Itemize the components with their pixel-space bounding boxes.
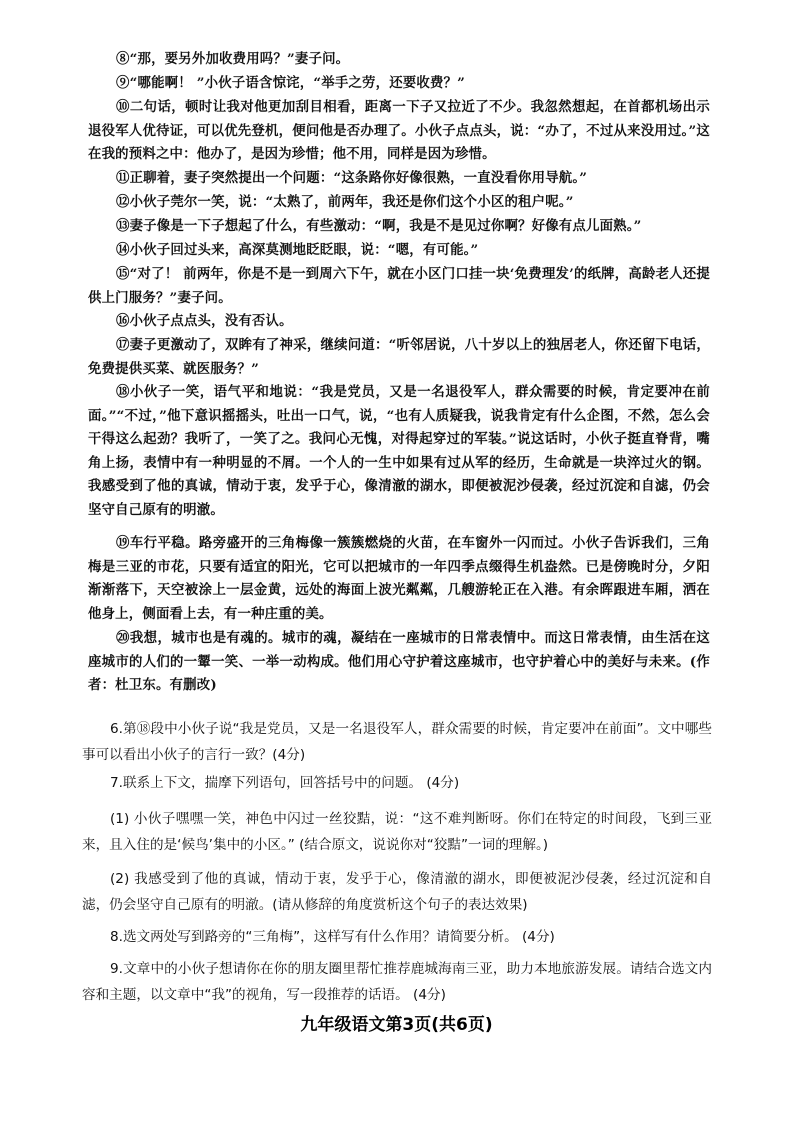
question-6: 6.第⑱段中小伙子说“我是党员，又是一名退役军人，群众需要的时候，肯定要冲在前面”。文中哪些事可以看出小伙子的言行一致？(4分) <box>82 721 712 763</box>
question-7: 7.联系上下文，揣摩下列语句，回答括号中的问题。 (4分) <box>110 775 460 791</box>
paragraph-15: ⑮“对了！ 前两年，你是不是一到周六下午，就在小区门口挂一块‘免费理发’的纸牌，高龄老人还提供上门服务？”妻子问。 <box>88 266 710 306</box>
paragraph-19: ⑲车行平稳。路旁盛开的三角梅像一簇簇燃烧的火苗，在车窗外一闪而过。小伙子告诉我们，三角梅是三亚的市花，只要有适宜的阳光，它可以把城市的一年四季点缀得生机盎然。已是傍晚时分，夕阳渐渐落下，天空被涂上一层金黄，远处的海面上波光粼粼，几艘游轮正在入港。有余晖跟进车厢，洒在他身上，侧面看上去，有一种庄重的美。 <box>88 535 710 622</box>
paragraph-16: ⑯小伙子点点头，没有否认。 <box>116 313 293 329</box>
question-7-part-2: (2) 我感受到了他的真诚，情动于衷，发乎于心，像清澈的湖水，即便被泥沙侵袭，经过沉淀和自滤，仍会坚守自己原有的明澈。(请从修辞的角度赏析这个句子的表达效果) <box>82 871 712 913</box>
paragraph-10: ⑩二句话，顿时让我对他更加刮目相看，距离一下子又拉近了不少。我忽然想起，在首都机场出示退役军人优待证，可以优先登机，便问他是否办理了。小伙子点点头，说：“办了，不过从来没用过。”这在我的预料之中：他办了，是因为珍惜；他不用，同样是因为珍惜。 <box>88 99 710 163</box>
paragraph-9: ⑨“哪能啊！ ”小伙子语含惊诧，“举手之劳，还要收费？” <box>116 75 466 91</box>
paragraph-20: ⑳我想，城市也是有魂的。城市的魂，凝结在一座城市的日常表情中。而这日常表情，由生活在这座城市的人们的一颦一笑、一举一动构成。他们用心守护着这座城市，也守护着心中的美好与未来。(作者：杜卫东。有删改) <box>88 630 710 694</box>
paragraph-12: ⑫小伙子莞尔一笑，说：“太熟了，前两年，我还是你们这个小区的租户呢。” <box>116 194 574 210</box>
paragraph-17: ⑰妻子更激动了，双眸有了神采，继续问道：“听邻居说，八十岁以上的独居老人，你还留下电话，免费提供买菜、就医服务？” <box>88 337 710 377</box>
paragraph-8: ⑧“那，要另外加收费用吗？”妻子问。 <box>116 51 350 67</box>
page-footer: 九年级语文第3页(共6页) <box>300 1015 493 1035</box>
paragraph-11: ⑪正聊着，妻子突然提出一个问题：“这条路你好像很熟，一直没看你用导航。” <box>116 170 588 186</box>
question-7-part-1: (1) 小伙子嘿嘿一笑，神色中闪过一丝狡黠，说：“这不难判断呀。你们在特定的时间段，飞到三亚来，且入住的是‘候鸟’集中的小区。” (结合原文，说说你对“狡黠”一词的理解。) <box>82 811 712 853</box>
paragraph-13: ⑬妻子像是一下子想起了什么，有些激动：“啊，我是不是见过你啊？好像有点儿面熟。” <box>116 218 642 234</box>
question-9: 9.文章中的小伙子想请你在你的朋友圈里帮忙推荐鹿城海南三亚，助力本地旅游发展。请结合选文内容和主题，以文章中“我”的视角，写一段推荐的话语。 (4分) <box>82 961 712 1003</box>
paragraph-14: ⑭小伙子回过头来，高深莫测地眨眨眼，说：“嗯，有可能。” <box>116 242 479 258</box>
question-8: 8.选文两处写到路旁的“三角梅”，这样写有什么作用？请简要分析。 (4分) <box>110 929 555 945</box>
paragraph-18: ⑱小伙子一笑，语气平和地说：“我是党员，又是一名退役军人，群众需要的时候，肯定要冲在前面。”“不过，”他下意识摇摇头，吐出一口气，说，“也有人质疑我，说我肯定有什么企图，不然，怎么会干得这么起劲？我听了，一笑了之。我问心无愧，对得起穿过的军装。”说这话时，小伙子挺直脊背，嘴角上扬，表情中有一种明显的不屑。一个人的一生中如果有过从军的经历，生命就是一块淬过火的钢。我感受到了他的真诚，情动于衷，发乎于心，像清澈的湖水，即便被泥沙侵袭，经过沉淀和自滤，仍会坚守自己原有的明澈。 <box>88 384 710 518</box>
